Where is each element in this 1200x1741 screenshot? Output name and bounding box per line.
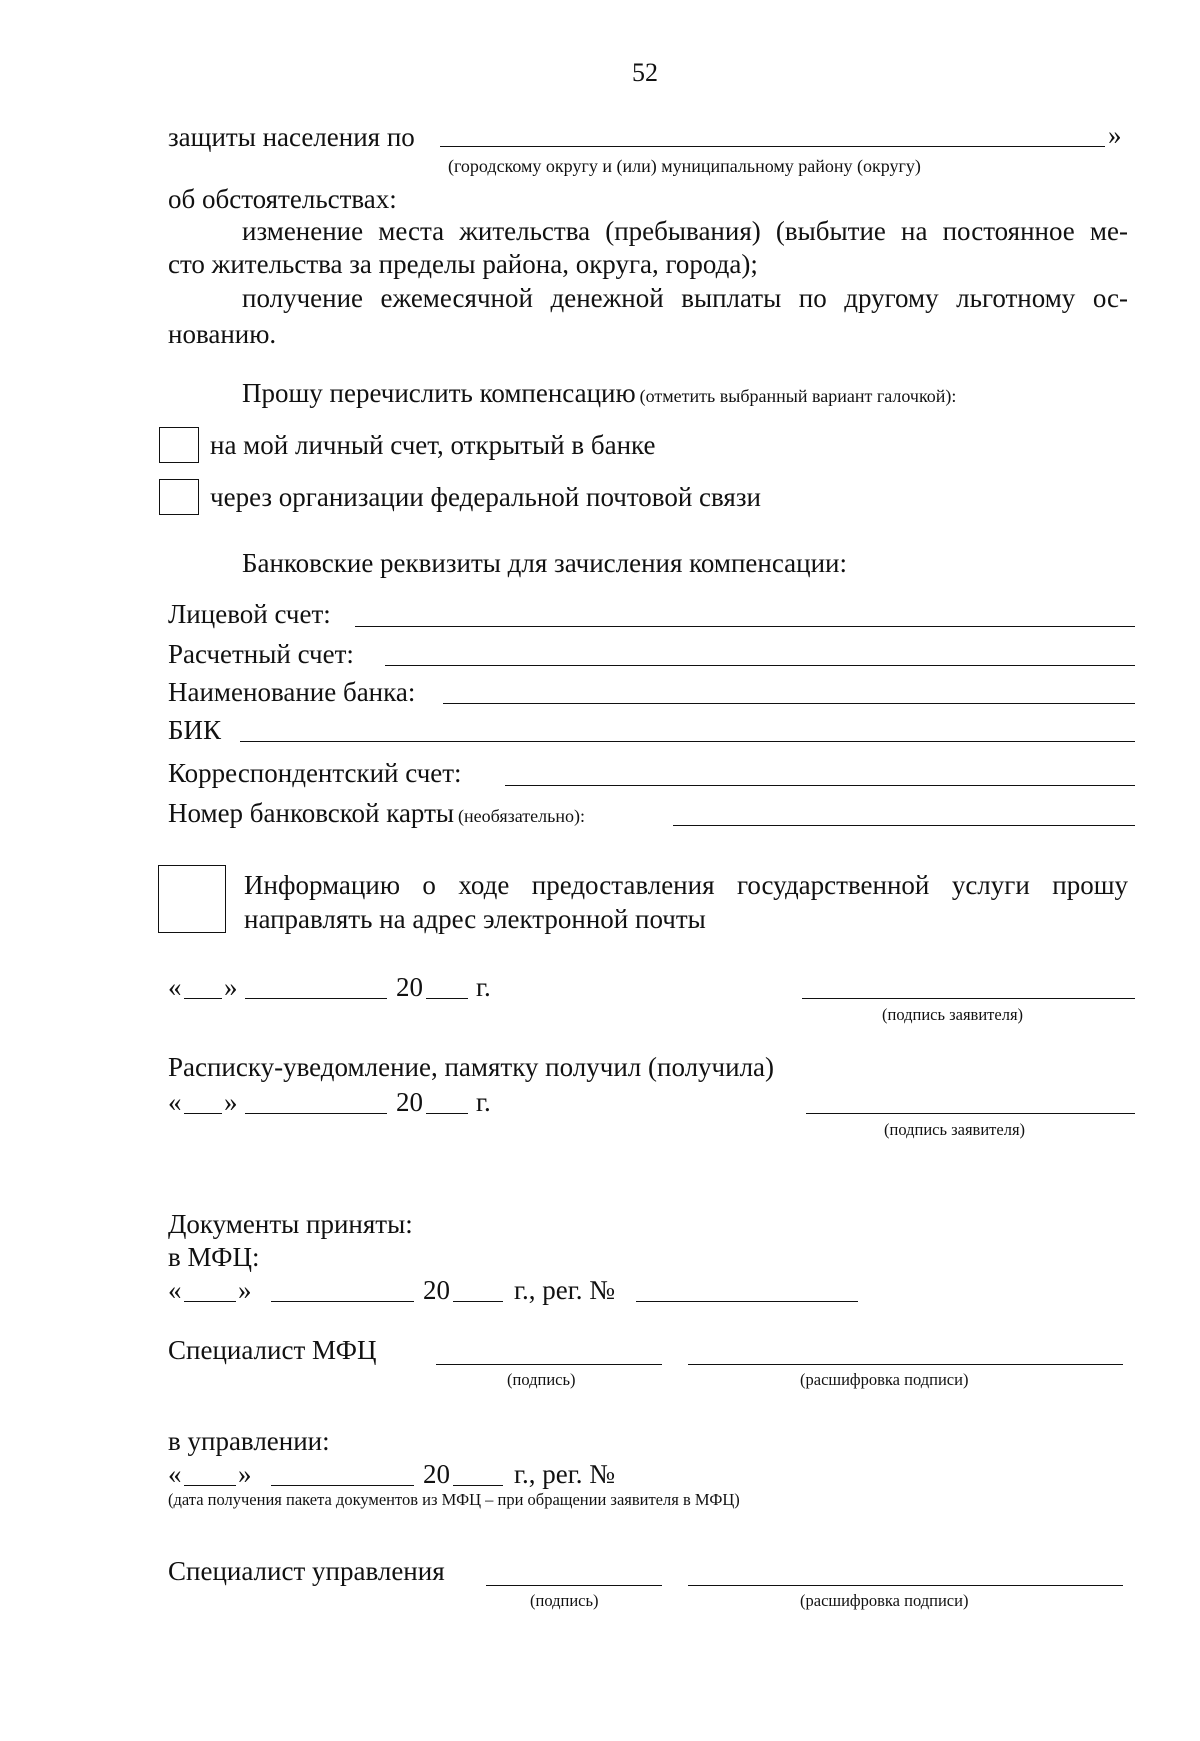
circumstance-relocation-line2: сто жительства за пределы района, округа, города); [168, 249, 758, 279]
dept-specialist-decoding-field[interactable] [688, 1585, 1123, 1586]
email-notice-checkbox[interactable] [158, 865, 226, 933]
corr-account-label: Корреспондентский счет: [168, 758, 462, 788]
mfc-specialist-decoding-field[interactable] [688, 1364, 1123, 1365]
date-year-prefix: 20 [396, 972, 423, 1002]
bik-field[interactable] [240, 741, 1135, 742]
dept-date-month-field[interactable] [271, 1485, 414, 1486]
date-close-quote: » [224, 972, 238, 1002]
receipt-date-close-quote: » [224, 1087, 238, 1117]
dept-decoding-caption: (расшифровка подписи) [800, 1591, 969, 1610]
dept-date-note: (дата получения пакета документов из МФЦ – при обращении заявителя в МФЦ) [168, 1490, 740, 1509]
date-month-field[interactable] [245, 998, 387, 999]
district-field-line[interactable] [440, 146, 1105, 147]
date-day-field[interactable] [184, 998, 222, 999]
district-field-caption: (городскому округу и (или) муниципальному району (округу) [448, 156, 921, 176]
card-number-optional-note: (необязательно): [458, 806, 585, 826]
transfer-request [242, 376, 956, 410]
bik-label: БИК [168, 715, 222, 745]
dept-specialist-signature-field[interactable] [486, 1585, 662, 1586]
acceptance-heading: Документы приняты: [168, 1209, 413, 1239]
bank-name-label: Наименование банка: [168, 677, 416, 707]
applicant-signature-field[interactable] [802, 998, 1135, 999]
option-post-checkbox[interactable] [159, 479, 199, 515]
dept-date-year-field[interactable] [453, 1485, 503, 1486]
protection-line-prefix: защиты населения по [168, 122, 415, 152]
receipt-date-year-field[interactable] [426, 1113, 468, 1114]
applicant-signature-caption: (подпись заявителя) [882, 1005, 1024, 1024]
mfc-specialist-label: Специалист МФЦ [168, 1335, 377, 1365]
mfc-specialist-signature-field[interactable] [436, 1364, 662, 1365]
personal-account-field[interactable] [355, 626, 1135, 627]
receipt-date-year-prefix: 20 [396, 1087, 423, 1117]
dept-specialist-label: Специалист управления [168, 1556, 445, 1586]
date-year-suffix: г. [476, 972, 491, 1002]
dept-signature-caption: (подпись) [530, 1591, 599, 1610]
mfc-date-day-field[interactable] [184, 1301, 236, 1302]
corr-account-field[interactable] [505, 785, 1135, 786]
dept-date-close-quote: » [238, 1459, 252, 1489]
page-number: 52 [632, 58, 658, 87]
receipt-signature-caption: (подпись заявителя) [884, 1120, 1026, 1139]
receipt-date-day-field[interactable] [184, 1113, 222, 1114]
settlement-account-label: Расчетный счет: [168, 639, 354, 669]
dept-date-day-field[interactable] [184, 1485, 236, 1486]
circumstance-other-benefit-line2: нованию. [168, 319, 277, 349]
mfc-signature-caption: (подпись) [507, 1370, 576, 1389]
circumstances-heading: об обстоятельствах: [168, 184, 397, 214]
in-department-label: в управлении: [168, 1426, 330, 1456]
option-bank-label: на мой личный счет, открытый в банке [210, 430, 656, 460]
bank-name-field[interactable] [443, 703, 1135, 704]
email-notice-line2: направлять на адрес электронной почты [244, 904, 706, 934]
card-number-field[interactable] [673, 825, 1135, 826]
mfc-decoding-caption: (расшифровка подписи) [800, 1370, 969, 1389]
district-field-close-quote: » [1108, 120, 1122, 150]
transfer-request-note: (отметить выбранный вариант галочкой): [639, 386, 957, 406]
transfer-request-text: Прошу перечислить компенсацию [242, 378, 636, 408]
settlement-account-field[interactable] [385, 665, 1135, 666]
receipt-text: Расписку-уведомление, памятку получил (получила) [168, 1052, 775, 1082]
circumstance-other-benefit-line1: получение ежемесячной денежной выплаты по другому льготному ос- [242, 283, 1128, 313]
in-mfc-label: в МФЦ: [168, 1242, 260, 1272]
receipt-date-year-suffix: г. [476, 1087, 491, 1117]
email-notice-line1: Информацию о ходе предоставления государственной услуги прошу [244, 870, 1128, 900]
dept-date-open-quote: « [168, 1459, 182, 1489]
mfc-date-close-quote: » [238, 1275, 252, 1305]
dept-date-year-prefix: 20 [423, 1459, 450, 1489]
mfc-date-year-field[interactable] [453, 1301, 503, 1302]
date-open-quote: « [168, 972, 182, 1002]
card-number-row [168, 796, 585, 830]
receipt-date-month-field[interactable] [245, 1113, 387, 1114]
mfc-date-year-prefix: 20 [423, 1275, 450, 1305]
mfc-reg-number-field[interactable] [636, 1301, 858, 1302]
mfc-date-month-field[interactable] [271, 1301, 414, 1302]
circumstance-relocation-line1: изменение места жительства (пребывания) (выбытие на постоянное ме- [242, 216, 1128, 246]
dept-reg-label: г., рег. № [514, 1459, 616, 1489]
receipt-date-open-quote: « [168, 1087, 182, 1117]
mfc-reg-label: г., рег. № [514, 1275, 616, 1305]
option-bank-checkbox[interactable] [159, 427, 199, 463]
mfc-date-open-quote: « [168, 1275, 182, 1305]
option-post-label: через организации федеральной почтовой связи [210, 482, 761, 512]
receipt-signature-field[interactable] [806, 1113, 1135, 1114]
card-number-label: Номер банковской карты [168, 798, 455, 828]
date-year-field[interactable] [426, 998, 468, 999]
bank-details-heading: Банковские реквизиты для зачисления компенсации: [242, 548, 847, 578]
personal-account-label: Лицевой счет: [168, 599, 331, 629]
